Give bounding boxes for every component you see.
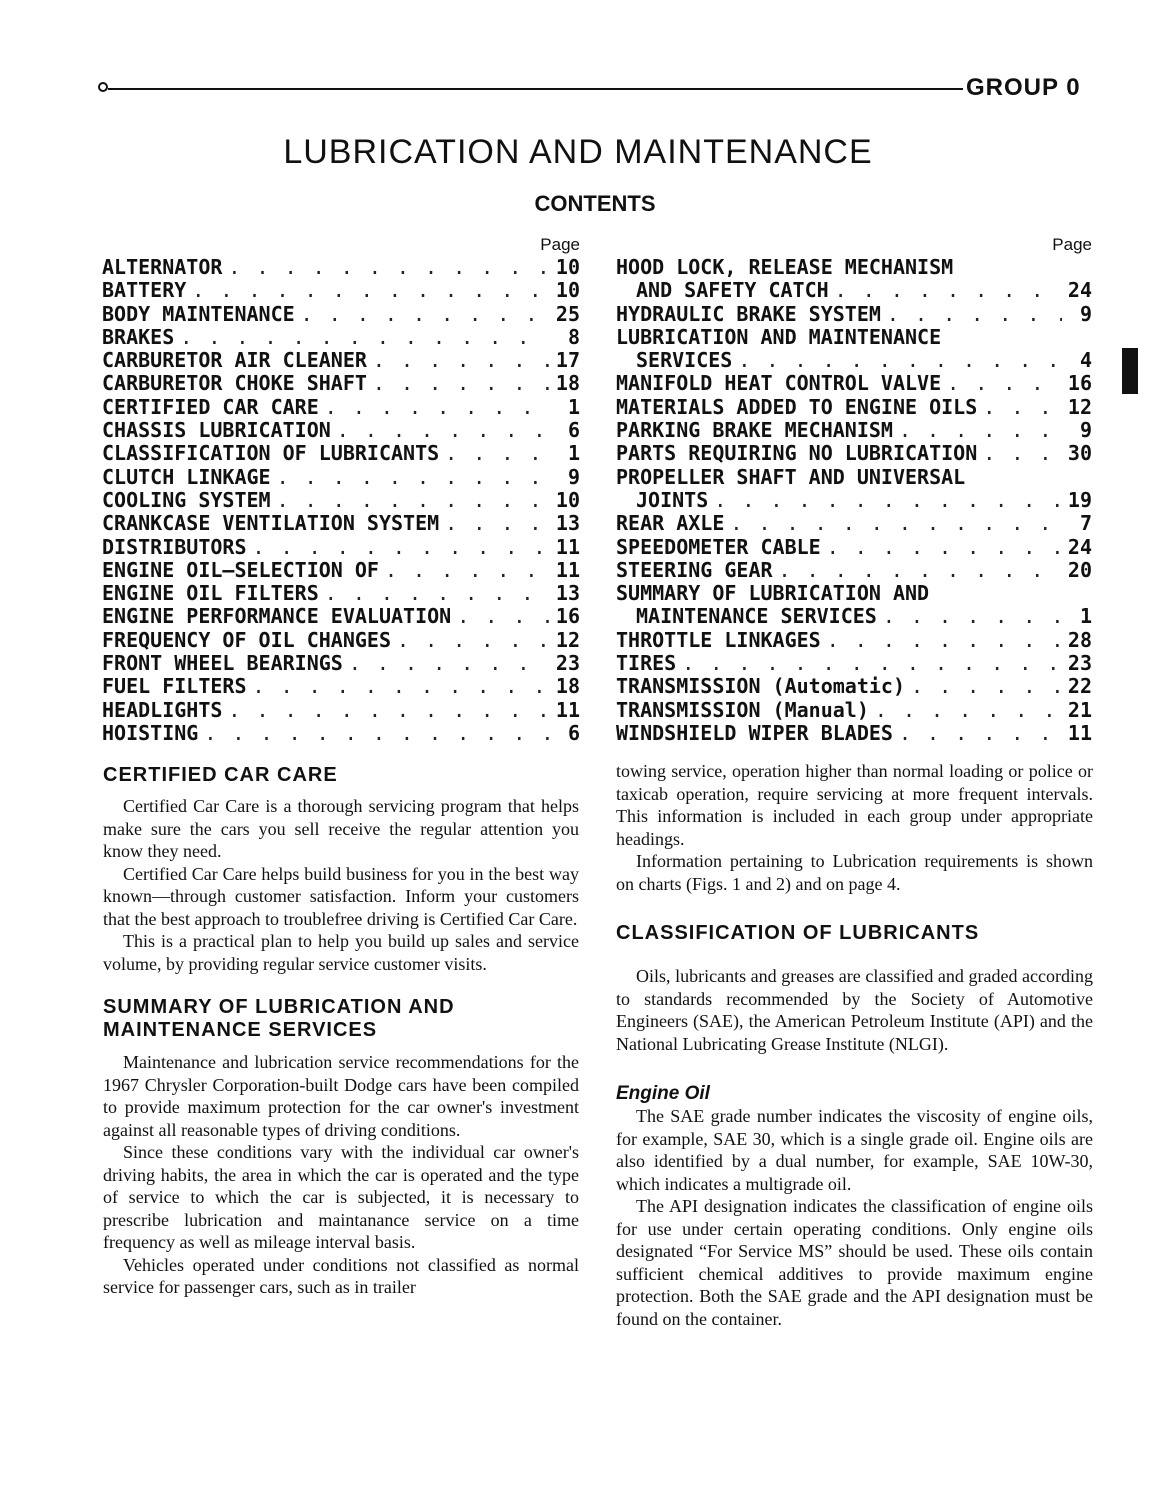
toc-leader-dots — [457, 605, 550, 628]
toc-entry — [616, 629, 1092, 652]
subsection-heading-engine-oil: Engine Oil — [616, 1083, 710, 1104]
toc-leader-dots — [947, 372, 1062, 395]
toc-leader-dots — [228, 699, 549, 722]
toc-entry-title: REAR AXLE — [616, 512, 725, 536]
paragraph: This is a practical plan to help you build up sales and service volume, by providing regular service customer visits. — [103, 931, 579, 974]
toc-entry-title: TRANSMISSION (Manual) — [616, 698, 869, 722]
toc-entry-page: 24 — [1067, 535, 1092, 559]
toc-entry — [102, 699, 580, 722]
toc-entry-title: ENGINE OIL—SELECTION OF — [102, 558, 379, 582]
toc-entry — [616, 466, 1092, 489]
toc-leader-dots — [204, 722, 550, 745]
toc-entry-title: PARKING BRAKE MECHANISM — [616, 419, 893, 443]
toc-entry — [616, 652, 1092, 675]
toc-entry — [102, 675, 580, 698]
toc-entry-page: 11 — [555, 698, 580, 722]
toc-leader-dots — [192, 279, 550, 302]
toc-entry-title: BATTERY — [102, 279, 187, 303]
toc-entry-page: 1 — [1079, 605, 1092, 629]
section-heading-classification: CLASSIFICATION OF LUBRICANTS — [616, 922, 980, 944]
toc-entry — [616, 582, 1092, 605]
toc-leader-dots — [445, 442, 550, 465]
toc-leader-dots — [827, 536, 1062, 559]
toc-entry-title: TIRES — [616, 652, 677, 676]
toc-entry-page: 11 — [1067, 721, 1092, 745]
toc-entry-page: 20 — [1067, 558, 1092, 582]
toc-entry-title: HOISTING — [102, 721, 199, 745]
section-edge-tab — [1122, 348, 1138, 394]
toc-entry — [102, 629, 580, 652]
toc-entry-title: LUBRICATION AND MAINTENANCE — [616, 325, 942, 349]
toc-entry-title: CERTIFIED CAR CARE — [102, 395, 319, 419]
toc-entry-page: 13 — [555, 512, 580, 536]
body-right-column — [616, 760, 1093, 1330]
toc-entry — [616, 442, 1092, 465]
toc-entry — [102, 372, 580, 395]
toc-entry-page: 18 — [555, 372, 580, 396]
toc-leader-dots — [899, 419, 1062, 442]
toc-entry — [102, 582, 580, 605]
paragraph: The API designation indicates the classification of engine oils for use under certain operating conditions. Only engine oils designated “For Service MS” should be used. These oils contain sufficient chemical additives to provide maximum engine protection. Both the SAE grade and the API designation must be found on the container. — [616, 1196, 1093, 1329]
toc-entry-title: HOOD LOCK, RELEASE MECHANISM — [616, 256, 954, 279]
toc-leader-dots — [875, 699, 1062, 722]
toc-entry-page: 24 — [1067, 279, 1092, 303]
toc-leader-dots — [253, 675, 550, 698]
toc-entry — [102, 605, 580, 628]
toc-entry — [102, 256, 580, 279]
toc-entry-title: CARBURETOR CHOKE SHAFT — [102, 372, 367, 396]
toc-leader-dots — [983, 396, 1062, 419]
toc-entry — [616, 699, 1092, 722]
toc-leader-dots — [883, 605, 1062, 628]
toc-entry-title: WINDSHIELD WIPER BLADES — [616, 721, 893, 745]
paragraph: Oils, lubricants and greases are classified and graded according to standards recommended by the Society of Automotive Engineers (SAE), the American Petroleum Institute (API) and the National Lubricating Grease Institute (NLGI). — [616, 966, 1093, 1054]
toc-entry-title: HEADLIGHTS — [102, 698, 223, 722]
toc-leader-dots — [682, 652, 1062, 675]
toc-entry-page: 10 — [555, 488, 580, 512]
toc-entry — [616, 605, 1092, 628]
toc-entry — [102, 536, 580, 559]
toc-entry-page: 6 — [567, 419, 580, 443]
toc-entry-title: MATERIALS ADDED TO ENGINE OILS — [616, 395, 978, 419]
toc-entry — [102, 466, 580, 489]
toc-entry-page: 23 — [1067, 652, 1092, 676]
toc-entry-page: 12 — [555, 628, 580, 652]
toc-entry-title: CRANKCASE VENTILATION SYSTEM — [102, 512, 440, 536]
toc-entry-page: 16 — [555, 605, 580, 629]
toc-entry-title: AND SAFETY CATCH — [636, 279, 829, 303]
toc-leader-dots — [385, 559, 550, 582]
toc-entry-page: 10 — [555, 279, 580, 303]
toc-leader-dots — [887, 303, 1062, 326]
toc-entry — [616, 559, 1092, 582]
toc-entry — [616, 372, 1092, 395]
toc-entry-page: 22 — [1067, 675, 1092, 699]
toc-entry-page: 11 — [555, 558, 580, 582]
toc-entry-page: 17 — [555, 349, 580, 373]
toc-entry-page: 9 — [1079, 419, 1092, 443]
toc-leader-dots — [253, 536, 550, 559]
toc-entry-title: MANIFOLD HEAT CONTROL VALVE — [616, 372, 942, 396]
toc-entry-title: CARBURETOR AIR CLEANER — [102, 349, 367, 373]
toc-entry — [102, 303, 580, 326]
toc-leader-dots — [301, 303, 550, 326]
toc-entry-title: ALTERNATOR — [102, 256, 223, 279]
toc-leader-dots — [180, 326, 550, 349]
toc-entry-page: 8 — [567, 325, 580, 349]
toc-entry-title: ENGINE OIL FILTERS — [102, 582, 319, 606]
paragraph: Certified Car Care is a thorough servicing program that helps make sure the cars you sell receive the regular attention you know they need. — [103, 796, 579, 861]
toc-entry-title: SPEEDOMETER CABLE — [616, 535, 821, 559]
toc-entry-title: FRONT WHEEL BEARINGS — [102, 652, 343, 676]
toc-entry-page: 18 — [555, 675, 580, 699]
toc-page-header: Page — [1052, 235, 1092, 254]
paragraph: Vehicles operated under conditions not classified as normal service for passenger cars, such as in trailer — [103, 1254, 579, 1297]
toc-leader-dots — [779, 559, 1062, 582]
section-heading-summary: SUMMARY OF LUBRICATION AND MAINTENANCE SERVICES — [103, 996, 455, 1041]
toc-entry-page: 1 — [567, 395, 580, 419]
toc-leader-dots — [730, 512, 1062, 535]
toc-leader-dots — [373, 349, 550, 372]
toc-entry-title: FUEL FILTERS — [102, 675, 247, 699]
toc-entry — [102, 722, 580, 745]
toc-entry-page: 11 — [555, 535, 580, 559]
body-left-column — [103, 764, 579, 1299]
toc-entry-page: 4 — [1079, 349, 1092, 373]
toc-entry — [616, 256, 1092, 279]
toc-entry — [102, 419, 580, 442]
toc-leader-dots — [899, 722, 1062, 745]
toc-entry-title: HYDRAULIC BRAKE SYSTEM — [616, 302, 881, 326]
toc-entry-page: 1 — [567, 442, 580, 466]
toc-entry — [616, 396, 1092, 419]
toc-entry — [616, 279, 1092, 302]
toc-entry — [616, 326, 1092, 349]
toc-entry-title: SERVICES — [636, 349, 733, 373]
toc-entry-title: COOLING SYSTEM — [102, 488, 271, 512]
toc-entry-title: ENGINE PERFORMANCE EVALUATION — [102, 605, 452, 629]
toc-leader-dots — [277, 466, 550, 489]
paragraph: Certified Car Care helps build business for you in the best way known—through customer satisfaction. Inform your customers that the best approach to troublefree driving is Certified Car Care. — [103, 863, 579, 929]
paragraph: The SAE grade number indicates the viscosity of engine oils, for example, SAE 30, which is a single grade oil. Engine oils are also identified by a dual number, for example, SAE 10W-30, which indicates a multigrade oil. — [616, 1106, 1093, 1194]
paragraph: Information pertaining to Lubrication requirements is shown on charts (Figs. 1 and 2) and on page 4. — [616, 851, 1093, 894]
toc-entry-title: TRANSMISSION (Automatic) — [616, 675, 905, 699]
toc-entry — [102, 326, 580, 349]
paragraph: Since these conditions vary with the individual car owner's driving habits, the area in which the car is operated and the type of service to which the car is subjected, it is necessary to prescribe lubrication and maintanance service on a time frequency as well as mileage interval basis. — [103, 1142, 579, 1252]
toc-entry — [102, 512, 580, 535]
toc-leader-dots — [325, 396, 550, 419]
group-label: GROUP 0 — [966, 74, 1081, 101]
header-rule — [108, 88, 963, 90]
toc-entry — [616, 722, 1092, 745]
toc-leader-dots — [983, 442, 1062, 465]
toc-entry-page: 10 — [555, 256, 580, 279]
toc-leader-dots — [714, 489, 1062, 512]
toc-leader-dots — [445, 512, 550, 535]
toc-entry — [616, 303, 1092, 326]
toc-entry-page: 9 — [1079, 302, 1092, 326]
toc-entry-page: 16 — [1067, 372, 1092, 396]
toc-entry-page: 12 — [1067, 395, 1092, 419]
toc-entry-title: PARTS REQUIRING NO LUBRICATION — [616, 442, 978, 466]
paragraph-continued: towing service, operation higher than normal loading or police or taxicab operation, require servicing at more frequent intervals. This information is included in each group under appropriate headings. — [616, 761, 1093, 849]
header-rule-end-circle — [98, 82, 108, 92]
toc-leader-dots — [835, 279, 1062, 302]
toc-leader-dots — [397, 629, 550, 652]
toc-entry-page: 9 — [567, 465, 580, 489]
toc-entry — [616, 512, 1092, 535]
toc-leader-dots — [349, 652, 550, 675]
page-title: LUBRICATION AND MAINTENANCE — [283, 133, 873, 171]
toc-entry-page: 23 — [555, 652, 580, 676]
toc-leader-dots — [911, 675, 1062, 698]
toc-leader-dots — [228, 256, 549, 279]
toc-entry-page: 19 — [1067, 488, 1092, 512]
toc-leader-dots — [337, 419, 550, 442]
toc-entry-title: CLASSIFICATION OF LUBRICANTS — [102, 442, 440, 466]
toc-entry — [616, 536, 1092, 559]
toc-entry-title: CLUTCH LINKAGE — [102, 465, 271, 489]
toc-entry-title: THROTTLE LINKAGES — [616, 628, 821, 652]
toc-entry — [102, 489, 580, 512]
toc-entry-page: 6 — [567, 721, 580, 745]
toc-entry — [616, 419, 1092, 442]
section-heading-certified: CERTIFIED CAR CARE — [103, 764, 338, 786]
toc-entry-title: JOINTS — [636, 488, 709, 512]
toc-entry — [102, 396, 580, 419]
toc-entry — [616, 675, 1092, 698]
toc-entry — [102, 559, 580, 582]
toc-entry-title: BRAKES — [102, 325, 175, 349]
toc-entry — [616, 349, 1092, 372]
toc-entry-title: PROPELLER SHAFT AND UNIVERSAL — [616, 465, 966, 489]
toc-entry — [616, 489, 1092, 512]
toc-leader-dots — [738, 349, 1062, 372]
toc-entry-page: 30 — [1067, 442, 1092, 466]
toc-entry — [102, 652, 580, 675]
toc-entry-page: 7 — [1079, 512, 1092, 536]
toc-left-column — [102, 234, 580, 745]
toc-entry-title: BODY MAINTENANCE — [102, 302, 295, 326]
toc-entry-title: SUMMARY OF LUBRICATION AND — [616, 582, 930, 606]
toc-entry-title: STEERING GEAR — [616, 558, 773, 582]
toc-entry — [102, 279, 580, 302]
paragraph: Maintenance and lubrication service recommendations for the 1967 Chrysler Corporation-built Dodge cars have been compiled to provide maximum protection for the car owner's investment against all reasonable types of driving conditions. — [103, 1052, 579, 1140]
toc-entry — [102, 349, 580, 372]
toc-entry-title: CHASSIS LUBRICATION — [102, 419, 331, 443]
toc-entry-title: DISTRIBUTORS — [102, 535, 247, 559]
toc-entry-page: 21 — [1067, 698, 1092, 722]
toc-leader-dots — [325, 582, 550, 605]
toc-entry-page: 28 — [1067, 628, 1092, 652]
toc-leader-dots — [277, 489, 550, 512]
contents-heading: CONTENTS — [534, 191, 656, 216]
toc-right-column — [616, 234, 1092, 745]
toc-leader-dots — [373, 372, 550, 395]
toc-entry-page: 25 — [555, 302, 580, 326]
toc-leader-dots — [827, 629, 1062, 652]
toc-entry-title: FREQUENCY OF OIL CHANGES — [102, 628, 391, 652]
toc-page-header: Page — [540, 235, 580, 254]
toc-entry-title: MAINTENANCE SERVICES — [636, 605, 877, 629]
toc-entry — [102, 442, 580, 465]
toc-entry-page: 13 — [555, 582, 580, 606]
